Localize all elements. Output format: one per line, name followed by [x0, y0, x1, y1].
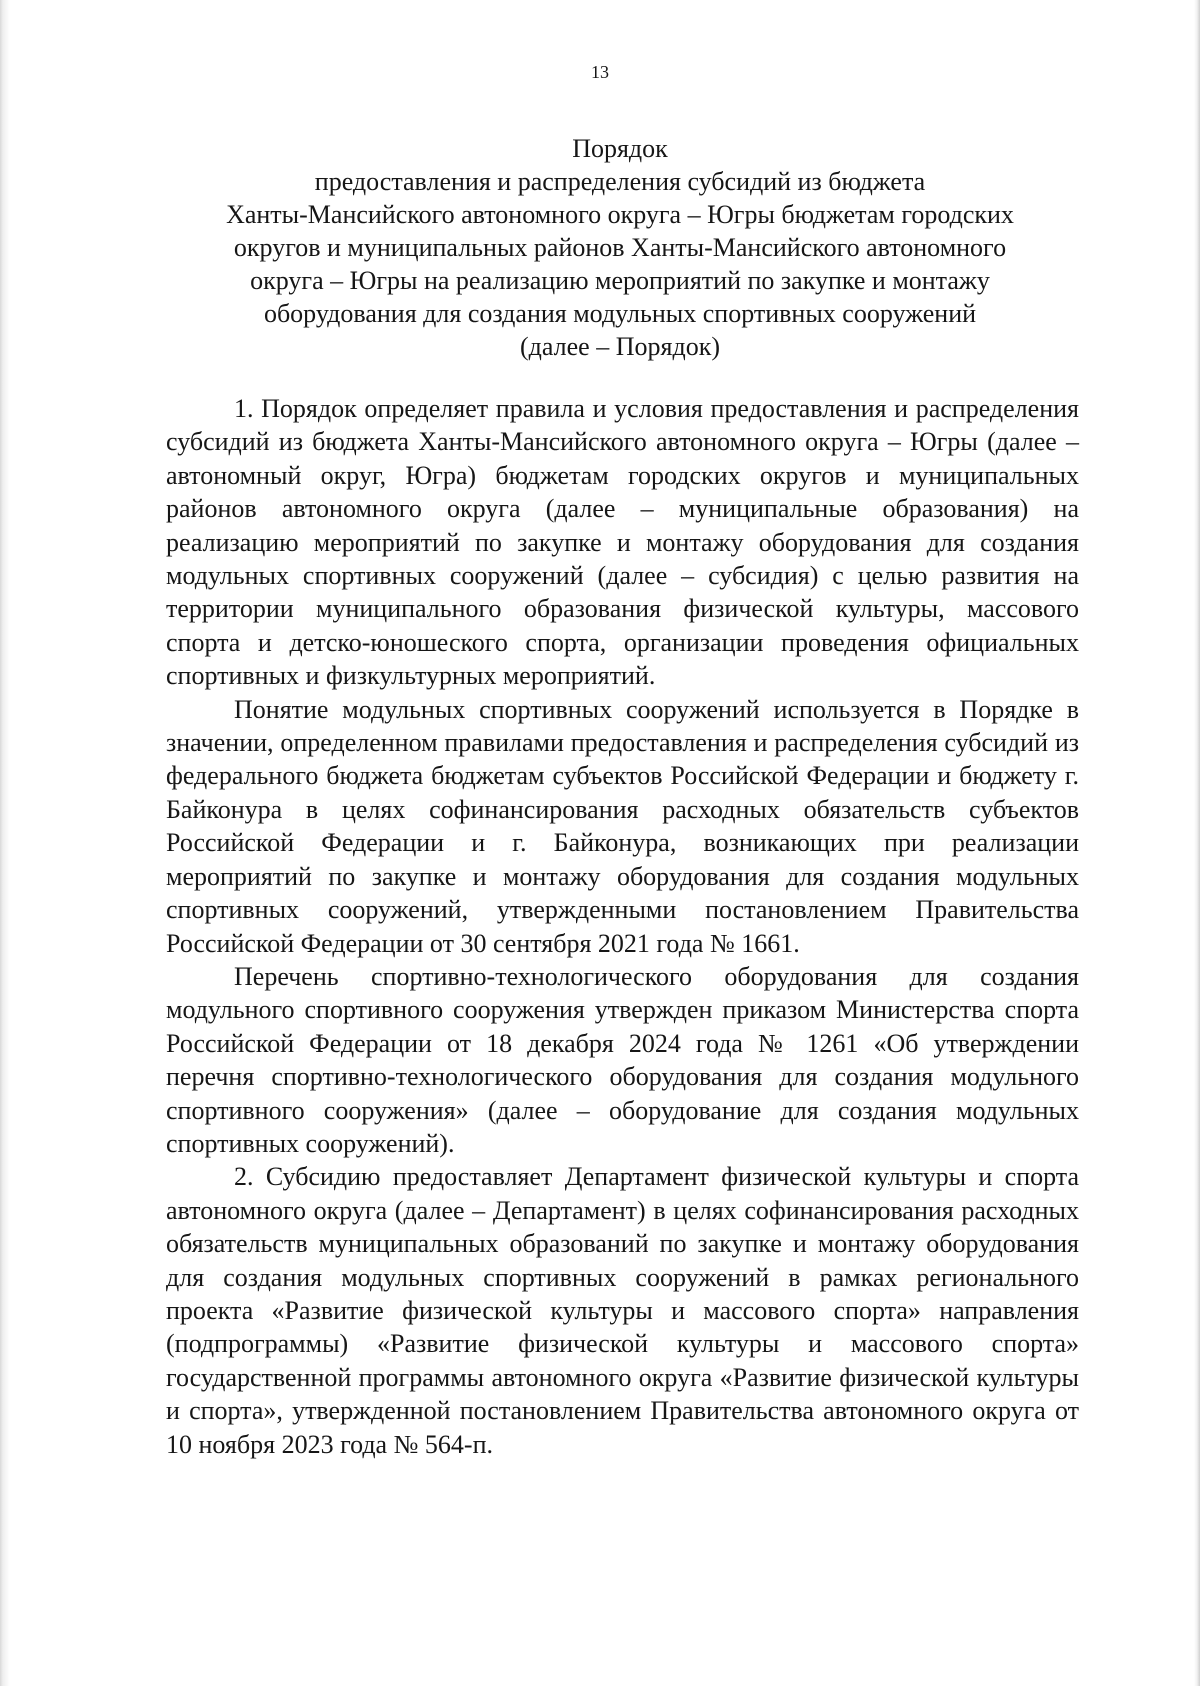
paragraph-4: 2. Субсидию предоставляет Департамент физической культуры и спорта автономного округа (далее – Департамент) в целях софинансирования расходных обязательств муниципальных образований по закупке и монтажу оборудования для создания модульных спортивных сооружений в рамках регионального проекта «Развитие физической культуры и массового спорта» направления (подпрограммы) «Развитие физической культуры и массового спорта» государственной программы автономного округа «Развитие физической культуры и спорта», утвержденной постановлением Правительства автономного округа от 10 ноября 2023 года № 564-п. [166, 1162, 1079, 1459]
document-title [160, 132, 1080, 363]
title-line: (далее – Порядок) [520, 332, 720, 361]
scan-edge-right [1194, 0, 1200, 1686]
title-line: округов и муниципальных районов Ханты-Мансийского автономного [233, 233, 1007, 262]
paragraph-2: Понятие модульных спортивных сооружений используется в Порядке в значении, определенном правилами предоставления и распределения субсидий из федерального бюджета бюджетам субъектов Российской Федерации и бюджету г. Байконура в целях софинансирования расходных обязательств субъектов Российской Федерации и г. Байконура, возникающих при реализации мероприятий по закупке и монтажу оборудования для создания модульных спортивных сооружений, утвержденными постановлением Правительства Российской Федерации от 30 сентября 2021 года № 1661. [166, 694, 1079, 958]
title-line: округа – Югры на реализацию мероприятий по закупке и монтажу [250, 266, 990, 295]
page-number: 13 [591, 62, 609, 82]
title-line: Ханты-Мансийского автономного округа – Югры бюджетам городских [226, 200, 1014, 229]
title-line: оборудования для создания модульных спортивных сооружений [263, 299, 977, 328]
scan-edge-left [0, 0, 10, 1686]
document-body [166, 392, 1079, 1461]
paragraph-3: Перечень спортивно-технологического оборудования для создания модульного спортивного сооружения утвержден приказом Министерства спорта Российской Федерации от 18 декабря 2024 года № 1261 «Об утверждении перечня спортивно-технологического оборудования для создания модульного спортивного сооружения» (далее – оборудование для создания модульных спортивных сооружений). [166, 961, 1079, 1158]
title-heading: Порядок [572, 134, 668, 163]
paragraph-1: 1. Порядок определяет правила и условия предоставления и распределения субсидий из бюджета Ханты-Мансийского автономного округа – Югры (далее – автономный округ, Югра) бюджетам городских округов и муниципальных районов автономного округа (далее – муниципальные образования) на реализацию мероприятий по закупке и монтажу оборудования для создания модульных спортивных сооружений (далее – субсидия) с целью развития на территории муниципального образования физической культуры, массового спорта и детско-юношеского спорта, организации проведения официальных спортивных и физкультурных мероприятий. [166, 394, 1079, 691]
title-line: предоставления и распределения субсидий из бюджета [314, 167, 926, 196]
